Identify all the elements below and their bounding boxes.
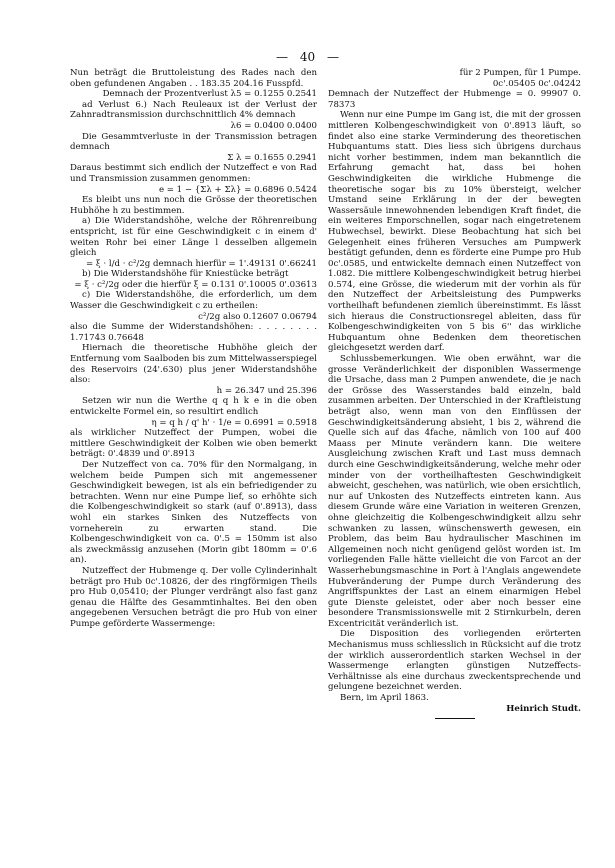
author-signature: Heinrich Studt. [506,703,581,714]
formula-line: c²/2g also 0.12607 0.06794 [198,311,317,322]
formula-line: Demnach der Prozentverlust λ5 = 0.1255 0.2541 [102,89,317,100]
formula-line: 0c'.05405 0c'.04242 [492,78,581,89]
table-header: für 2 Pumpen, für 1 Pumpe. [459,68,581,78]
page-number: — 40 — [276,50,339,64]
paragraph: Daraus bestimmt sich endlich der Nutzeffect e von Rad und Transmission zusammen genommen: [70,163,317,184]
paragraph: c) Die Widerstandshöhe, die erforderlich, um dem Wasser die Geschwindigkeit c zu ertheilen: [70,290,317,312]
paragraph: Wenn nur eine Pumpe im Gang ist, die mit der grossen mittleren Kolbengeschwindigkeit von 0'.8913 läuft, so findet also eine starke Verminderung des theoretischen Hubquantums statt. Dies liess sich übrigens durchaus nicht vorher bestimmen, indem man bekanntlich die Erfahrung gemacht hat, dass bei hohen Geschwindigkeiten die wirkliche Hubmenge die theoretische sogar bis zu 10% übersteigt, welcher Umstand seine Erklärung in der der bewegten Wassersäule innewohnenden lebendigen Kraft findet, die ein weiteres Emporschnellen, sogar nach eingetretenem Hubwechsel, bewirkt. Diese Beobachtung hat sich bei Gelegenheit eines früheren Versuches am Pumpwerk bestätigt gefunden, denn es förderte eine Pumpe pro Hub 0c'.0585, und entwickelte demnach einen Nutzeffect von 1.082. Die mittlere Kolbengeschwindigkeit betrug hierbei 0.574, eine Grösse, die wiederum mit der vorhin als für den Nutzeffect der Arbeitsleistung des Pumpwerks vortheilhaft befundenen ziemlich übereinstimmt. Es lässt sich hieraus die Constructionsregel ableiten, dass für Kolbengeschwindigkeiten von 5 bis 6'' das wirkliche Hubquantum ohne Bedenken dem theoretischen gleichgesetzt werden darf. [328,110,581,354]
formula-line: Demnach der Nutzeffect der Hubmenge = 0. 99907 0. 78373 [328,89,581,110]
paragraph: Nun beträgt die Bruttoleistung des Rades nach den oben gefundenen Angaben . . 183.35 204.16 Fusspfd. [70,68,317,89]
paragraph: Die Gesammtverluste in der Transmission betragen demnach [70,131,317,153]
right-column [328,68,581,719]
paragraph: Die Disposition des vorliegenden erörterten Mechanismus muss schliesslich in Rücksicht auf die trotz der wirklich ausserordentlich starken Wechsel in der Wassermenge erlangten günstigen Nutzeffects-Verhältnisse als eine durchaus zweckentsprechende und gelungene bezeichnet werden. [328,629,581,693]
paragraph: ad Verlust 6.) Nach Reuleaux ist der Verlust der Zahnradtransmission durchschnittlich 4% demnach [70,99,317,121]
paragraph: Nutzeffect der Hubmenge q. Der volle Cylinderinhalt beträgt pro Hub 0c'.10826, der des ringförmigen Theils pro Hub 0,05410; der Plunger verdrängt also fast ganz genau die Hälfte des Gesammtinhaltes. Bei den oben angegebenen Versuchen beträgt die pro Hub von einer Pumpe geförderte Wassermenge: [70,565,317,629]
formula-line: λ6 = 0.0400 0.0400 [230,120,317,131]
date-line: Bern, im April 1863. [340,693,429,704]
paragraph: Der Nutzeffect von ca. 70% für den Normalgang, in welchem beide Pumpen sich mit angemessener Geschwindigkeit bewegen, ist als ein befriedigender zu betrachten. Wenn nur eine Pumpe lief, so erhöhte sich die Kolbengeschwindigkeit so stark (auf 0'.8913), dass wohl ein starkes Sinken des Nutzeffects von vorneherein zu erwarten stand. Die Kolbengeschwindigkeit von ca. 0'.5 = 150mm ist also als zweckmässig anzusehen (Morin gibt 180mm = 0'.6 an). [70,459,317,566]
formula-line: Σ λ = 0.1655 0.2941 [227,152,317,163]
formula-line: e = 1 − {Σλ + Σλ} = 0.6896 0.5424 [158,184,317,195]
paragraph: Schlussbemerkungen. Wie oben erwähnt, war die grosse Veränderlichkeit der disponiblen Wassermenge die Ursache, dass man 2 Pumpen anwendete, die je nach der Grösse des Wasserstandes bald einzeln, bald zusammen arbeiten. Der Unterschied in der Kraftleistung beträgt also, wenn man von den Einflüssen der Geschwindigkeitsänderung absieht, 1 bis 2, während die Quelle sich auf das 4fache, nämlich von 100 auf 400 Maass per Minute verändern kann. Die weitere Ausgleichung zwischen Kraft und Last muss demnach durch eine Geschwindigkeitsänderung, welche mehr oder minder von der vortheilhaftesten Geschwindigkeit abweicht, geschehen, was natürlich, wie oben ersichtlich, nur auf Unkosten des Nutzeffects eintreten kann. Aus diesem Grunde wäre eine Variation in weiteren Grenzen, ohne gleichzeitig die Kolbengeschwindigkeit allzu sehr schwanken zu lassen, wünschenswerth gewesen, ein Problem, das beim Bau hydraulischer Maschinen im Allgemeinen noch nicht genügend gelöst worden ist. Im vorliegenden Falle hätte vielleicht die von Farcot an der Wasserhebungsmaschine in Port à l'Anglais angewendete Hubveränderung der Pumpe durch Veränderung des Angriffspunktes der Last an einem einarmigen Hebel gute Dienste geleistet, oder aber noch besser eine besondere Transmissionswelle mit 2 Stirnkurbeln, deren Excentricität veränderlich ist. [328,354,581,629]
paragraph: Setzen wir nun die Werthe q q h k e in die oben entwickelte Formel ein, so resultirt endlich [70,396,317,417]
paragraph: also die Summe der Widerstandshöhen: . . . . . . . . 1.71743 0.76648 [70,322,317,343]
paragraph: als wirklicher Nutzeffect der Pumpen, wobei die mittlere Geschwindigkeit der Kolben wie oben bemerkt beträgt: 0'.4839 und 0'.8913 [70,428,317,460]
formula-line: = ξ · c²/2g oder die hierfür ξ = 0.131 0'.10005 0'.03613 [74,279,317,290]
formula-line: h = 26.347 und 25.396 [216,385,317,396]
paragraph: Es bleibt uns nun noch die Grösse der theoretischen Hubhöhe h zu bestimmen. [70,195,317,216]
closing-rule [435,718,475,719]
paragraph: a) Die Widerstandshöhe, welche der Röhrenreibung entspricht, ist für eine Geschwindigkeit c in einem d' weiten Rohr bei einer Länge l desselben allgemein gleich [70,216,317,259]
left-column [70,68,317,629]
formula-line: = ξ · l/d · c²/2g demnach hierfür = 1'.49131 0'.66241 [85,258,317,269]
paragraph: Hiernach die theoretische Hubhöhe gleich der Entfernung vom Saalboden bis zum Mittelwasserspiegel des Reservoirs (24'.630) plus jener Widerstandshöhe also: [70,343,317,386]
paragraph: b) Die Widerstandshöhe für Kniestücke beträgt [82,269,289,280]
formula-line: η = q h / q' h' · 1/e = 0.6991 = 0.5918 [151,417,317,428]
